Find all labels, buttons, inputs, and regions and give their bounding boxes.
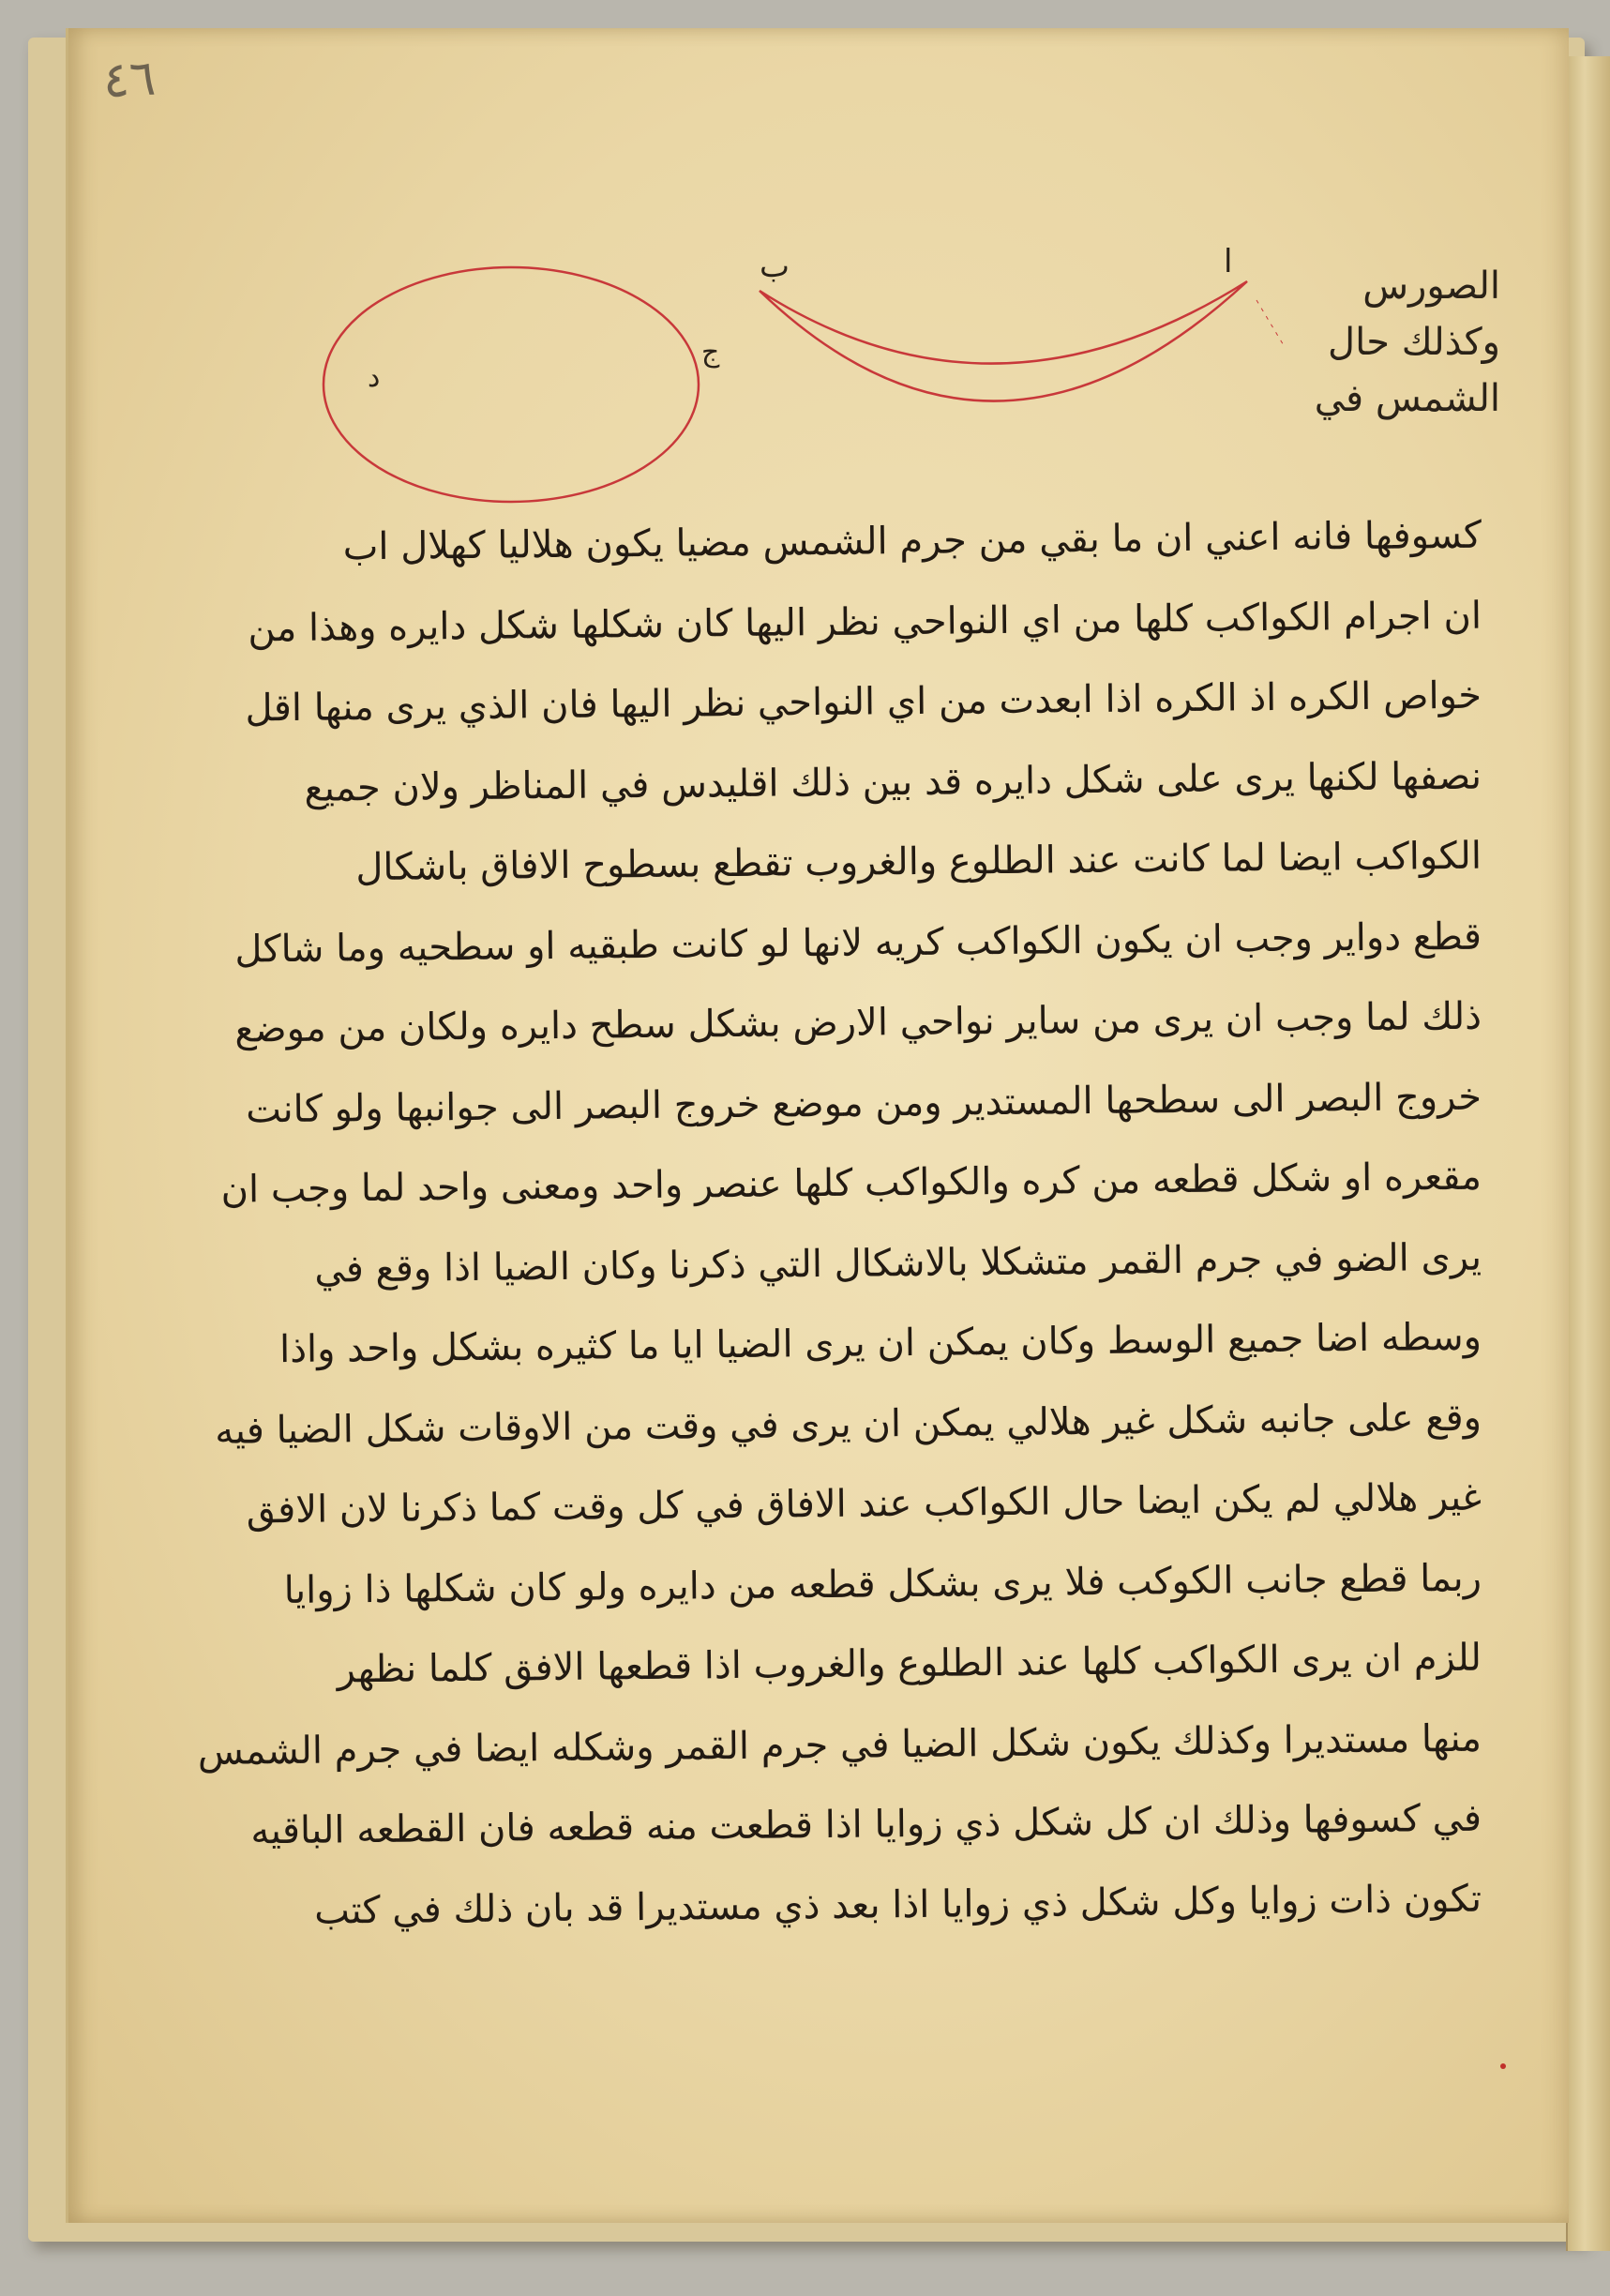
text-line: ان اجرام الكواكب كلها من اي النواحي نظر اليها كان شكلها شكل دايره وهذا من: [248, 594, 1482, 650]
ink-spot: [1500, 2063, 1506, 2069]
next-page-edge: [1566, 56, 1610, 2251]
caption-line: وكذلك حال: [1328, 321, 1500, 364]
crescent-figure: [760, 281, 1247, 401]
text-line: تكون ذات زوايا وكل شكل ذي زوايا اذا بعد ذي مستديرا قد بان ذلك في كتب: [313, 1877, 1482, 1933]
label-circle-right: ج: [701, 336, 720, 369]
text-line: مقعره او شكل قطعه من كره والكواكب كلها عنصر واحد ومعنى واحد لما وجب ان: [220, 1155, 1482, 1212]
text-line: ذلك لما وجب ان يرى من ساير نواحي الارض بشكل سطح دايره ولكان من موضع: [234, 994, 1482, 1051]
caption-line: الشمس في: [1314, 377, 1500, 420]
text-line: خروج البصر الى سطحها المستدير ومن موضع خروج البصر الى جوانبها ولو كانت: [245, 1075, 1482, 1131]
text-line: ربما قطع جانب الكوكب فلا يرى بشكل قطعه من دايره ولو كان شكلها ذا زوايا: [283, 1556, 1482, 1612]
text-line: وسطه اضا جميع الوسط وكان يمكن ان يرى الضيا ايا ما كثيره بشكل واحد واذا: [278, 1315, 1482, 1372]
label-crescent-right: ا: [1224, 243, 1233, 280]
label-circle-left: د: [368, 361, 381, 394]
text-line: الكواكب ايضا لما كانت عند الطلوع والغروب تقطع بسطوح الافاق باشكال: [355, 834, 1482, 890]
text-line: يرى الضو في جرم القمر متشكلا بالاشكال التي ذكرنا وكان الضيا اذا وقع في: [314, 1235, 1482, 1292]
caption-line: الصورس: [1362, 264, 1500, 308]
text-line: في كسوفها وذلك ان كل شكل ذي زوايا اذا قطعت منه قطعه فان القطعه الباقيه: [250, 1796, 1482, 1853]
main-text-block: [197, 502, 1482, 1945]
text-line: للزم ان يرى الكواكب كلها عند الطلوع والغروب اذا قطعها الافق كلما نظهر: [337, 1636, 1482, 1692]
text-line: كسوفها فانه اعني ان ما بقي من جرم الشمس مضيا يكون هلاليا كهلال اب: [342, 513, 1482, 569]
label-crescent-left: ب: [760, 248, 790, 285]
text-line: نصفها لكنها يرى على شكل دايره قد بين ذلك اقليدس في المناظر ولان جميع: [304, 754, 1482, 810]
text-line: وقع على جانبه شكل غير هلالي يمكن ان يرى في وقت من الاوقات شكل الضيا فيه: [215, 1396, 1482, 1453]
text-line: خواص الكره اذ الكره اذا ابعدت من اي النواحي نظر اليها فان الذي يرى منها اقل: [245, 673, 1482, 731]
text-line: غير هلالي لم يكن ايضا حال الكواكب عند الافاق في كل وقت كما ذكرنا لان الافق: [246, 1475, 1482, 1533]
astronomical-diagram: [319, 234, 1285, 516]
text-line: منها مستديرا وكذلك يكون شكل الضيا في جرم القمر وشكله ايضا في جرم الشمس: [197, 1716, 1482, 1774]
side-caption: [1256, 258, 1500, 427]
folio-number: ٤٦: [101, 50, 158, 110]
text-line: قطع دواير وجب ان يكون الكواكب كريه لانها لو كانت طبقيه او سطحيه وما شاكل: [234, 914, 1482, 972]
